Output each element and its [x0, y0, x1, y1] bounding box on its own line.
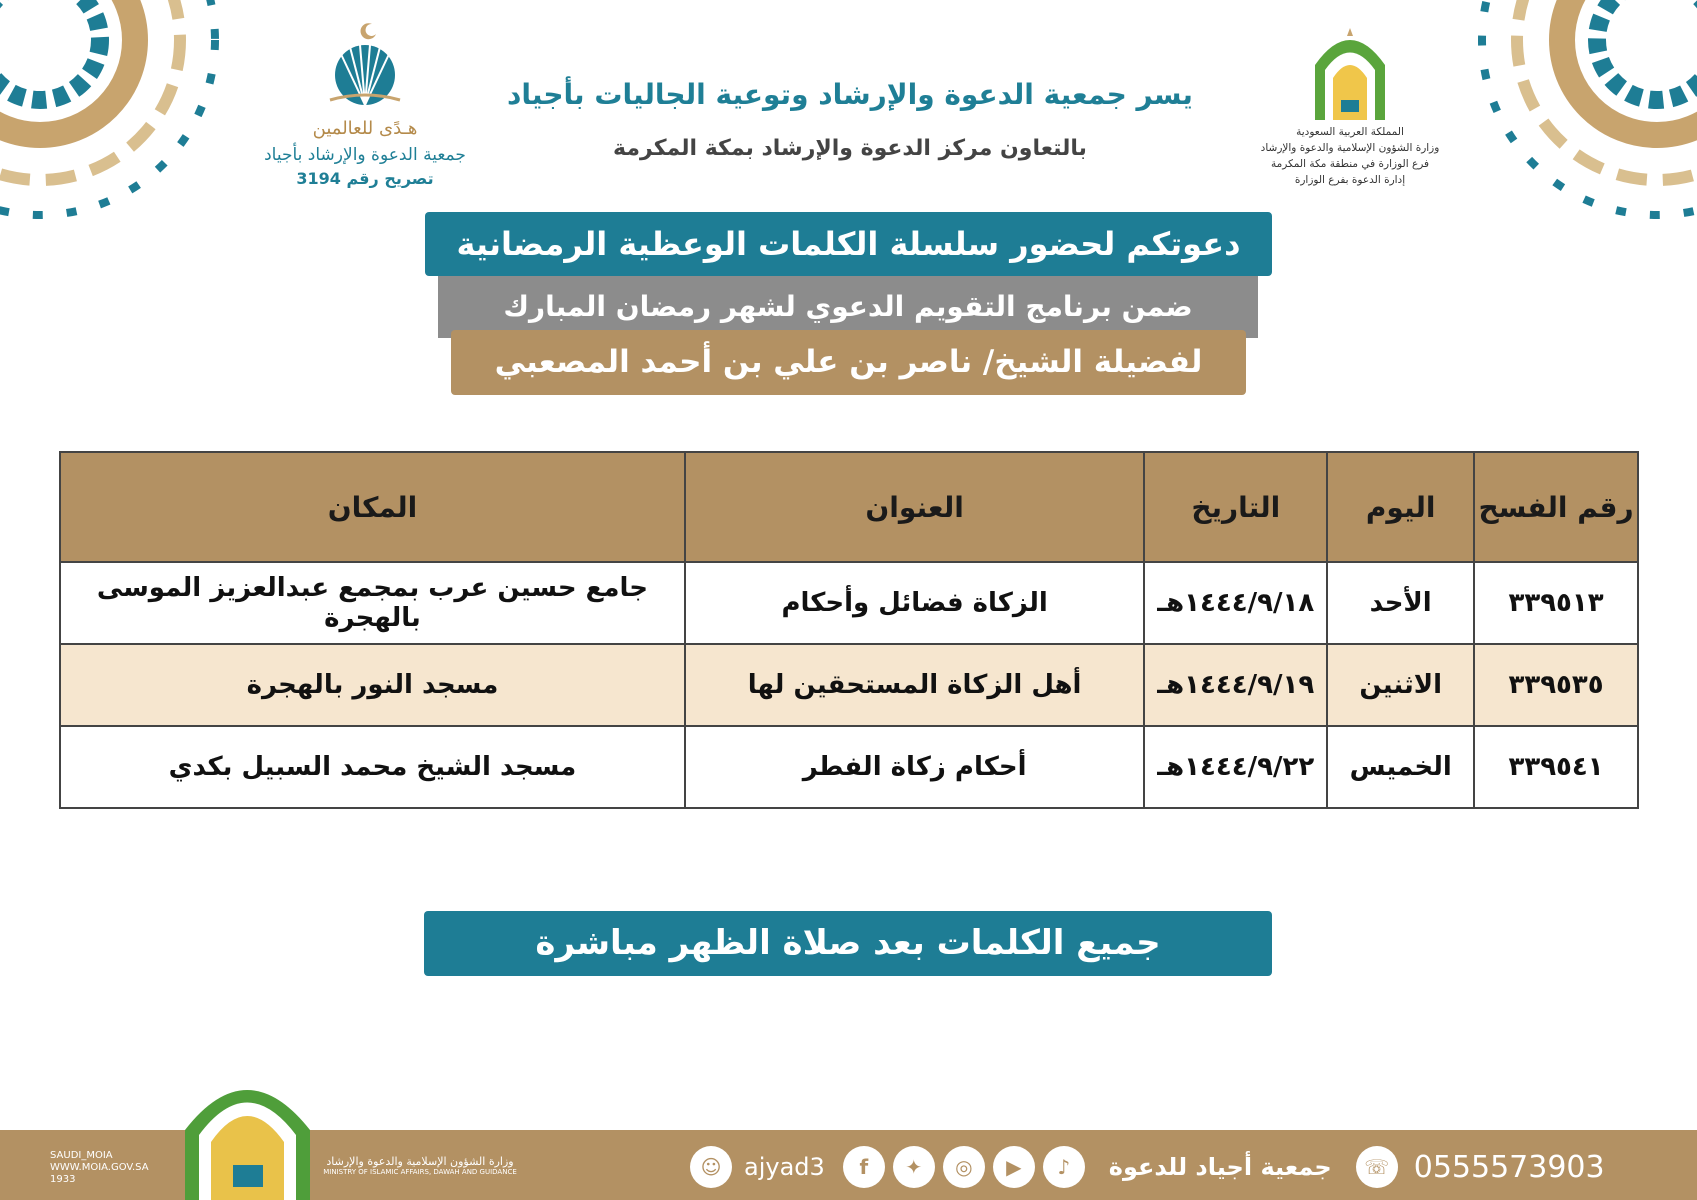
cell-permit-number: ٣٣٩٥١٣ [1474, 562, 1638, 644]
sheikh-banner: لفضيلة الشيخ/ ناصر بن علي بن أحمد المصعبي [451, 330, 1246, 395]
cell-date: ١٤٤٤/٩/٢٢هـ [1144, 726, 1327, 808]
cell-day: الاثنين [1327, 644, 1474, 726]
table-header-row [60, 452, 1638, 562]
footer-web-info [50, 1150, 170, 1186]
sunburst-logo-icon [310, 20, 420, 110]
header-title: العنوان [685, 452, 1144, 562]
cell-title: أحكام زكاة الفطر [685, 726, 1144, 808]
corner-ornament-left [0, 0, 260, 250]
social-handle[interactable]: ajyad3 [744, 1153, 825, 1181]
header-date: التاريخ [1144, 452, 1327, 562]
footer-phone[interactable]: 0555573903 [1413, 1149, 1605, 1185]
footer-website: WWW.MOIA.GOV.SA [50, 1162, 149, 1173]
table-row [60, 562, 1638, 644]
facebook-icon[interactable]: f [843, 1146, 885, 1188]
cell-permit-number: ٣٣٩٥٤١ [1474, 726, 1638, 808]
footer-ministry [320, 1155, 520, 1176]
header-location: المكان [60, 452, 685, 562]
license-number: تصريح رقم 3194 [296, 169, 434, 188]
cell-location: مسجد النور بالهجرة [60, 644, 685, 726]
phone-icon[interactable]: ☏ [1356, 1146, 1398, 1188]
tiktok-icon[interactable]: ♪ [1043, 1146, 1085, 1188]
cell-date: ١٤٤٤/٩/١٨هـ [1144, 562, 1327, 644]
header-line-2: بالتعاون مركز الدعوة والإرشاد بمكة المكرمة [613, 136, 1087, 161]
timing-banner: جميع الكلمات بعد صلاة الظهر مباشرة [424, 911, 1272, 976]
youtube-icon[interactable]: ▶ [993, 1146, 1035, 1188]
corner-ornament-right [1437, 0, 1697, 250]
twitter-icon[interactable]: ✦ [893, 1146, 935, 1188]
cell-date: ١٤٤٤/٩/١٩هـ [1144, 644, 1327, 726]
mosque-emblem-icon [1305, 20, 1395, 120]
ministry-line-1: المملكة العربية السعودية [1296, 126, 1404, 138]
cell-location: جامع حسين عرب بمجمع عبدالعزيز الموسى بالهجرة [60, 562, 685, 644]
program-banner: ضمن برنامج التقويم الدعوي لشهر رمضان المبارك [438, 276, 1258, 338]
ministry-line-4: إدارة الدعوة بفرع الوزارة [1294, 174, 1406, 186]
social-links [690, 1145, 1605, 1189]
footer-ministry-en: MINISTRY OF ISLAMIC AFFAIRS, DAWAH AND GUIDANCE [323, 1168, 517, 1176]
cell-location: مسجد الشيخ محمد السبيل بكدي [60, 726, 685, 808]
cell-day: الخميس [1327, 726, 1474, 808]
table-row [60, 726, 1638, 808]
association-brand: هـدًى للعالمين [312, 118, 418, 139]
ministry-line-2: وزارة الشؤون الإسلامية والدعوة والإرشاد [1260, 142, 1440, 154]
cell-permit-number: ٣٣٩٥٣٥ [1474, 644, 1638, 726]
ministry-mosque-icon [185, 1060, 310, 1200]
header-day: اليوم [1327, 452, 1474, 562]
header-line-1: يسر جمعية الدعوة والإرشاد وتوعية الجاليات بأجياد [507, 78, 1193, 111]
cell-title: أهل الزكاة المستحقين لها [685, 644, 1144, 726]
ministry-logo [1250, 20, 1450, 210]
header-permit-number: رقم الفسح [1474, 452, 1638, 562]
footer-handle: SAUDI_MOIA [50, 1150, 113, 1161]
footer-year: 1933 [50, 1174, 76, 1185]
snapchat-icon[interactable]: ☺ [690, 1146, 732, 1188]
instagram-icon[interactable]: ◎ [943, 1146, 985, 1188]
table-row [60, 644, 1638, 726]
ministry-lines [1250, 124, 1450, 188]
footer-association: جمعية أجياد للدعوة [1108, 1153, 1332, 1181]
association-logo [240, 20, 490, 190]
invite-banner: دعوتكم لحضور سلسلة الكلمات الوعظية الرمضانية [425, 212, 1272, 276]
association-name: جمعية الدعوة والإرشاد بأجياد [264, 145, 466, 165]
ministry-line-3: فرع الوزارة في منطقة مكة المكرمة [1270, 158, 1430, 170]
schedule-table [59, 451, 1639, 809]
cell-day: الأحد [1327, 562, 1474, 644]
cell-title: الزكاة فضائل وأحكام [685, 562, 1144, 644]
footer-ministry-ar: وزارة الشؤون الإسلامية والدعوة والإرشاد [326, 1155, 514, 1168]
